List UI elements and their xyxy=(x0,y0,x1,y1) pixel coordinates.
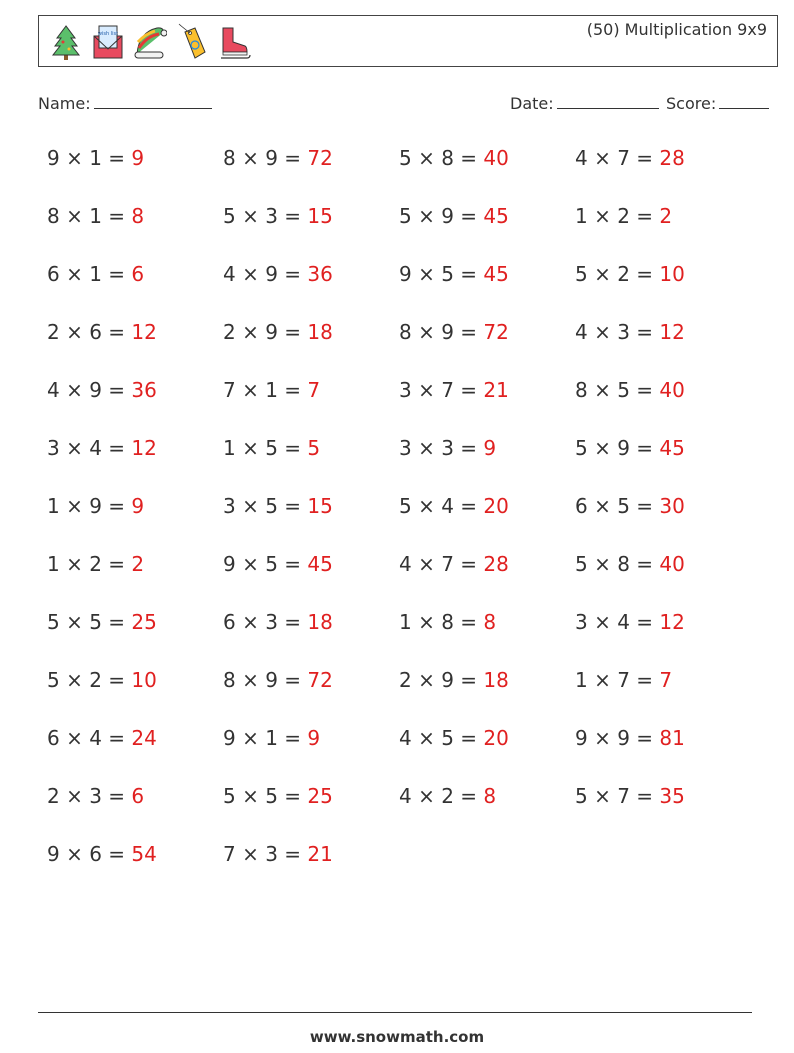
problem-question: 8 × 9 = xyxy=(399,320,484,344)
problem-answer: 12 xyxy=(131,320,157,344)
score-field xyxy=(666,94,769,113)
problem-answer: 6 xyxy=(131,262,145,286)
problem-item xyxy=(47,204,217,234)
problem-answer: 18 xyxy=(483,668,509,692)
wish-list-letter-icon xyxy=(91,22,125,62)
problem-question: 4 × 9 = xyxy=(47,378,132,402)
problem-answer: 72 xyxy=(307,146,333,170)
problem-answer: 45 xyxy=(307,552,333,576)
problem-answer: 10 xyxy=(659,262,685,286)
problem-question: 8 × 1 = xyxy=(47,204,132,228)
problem-item xyxy=(399,204,569,234)
problem-answer: 21 xyxy=(483,378,509,402)
problem-question: 4 × 9 = xyxy=(223,262,308,286)
problem-answer: 15 xyxy=(307,204,333,228)
problem-question: 8 × 9 = xyxy=(223,668,308,692)
problem-question: 8 × 9 = xyxy=(223,146,308,170)
problem-answer: 18 xyxy=(307,610,333,634)
gift-tag-icon xyxy=(175,22,209,62)
problem-question: 2 × 6 = xyxy=(47,320,132,344)
problem-answer: 7 xyxy=(659,668,673,692)
problem-item xyxy=(47,146,217,176)
problem-question: 4 × 5 = xyxy=(399,726,484,750)
problem-item xyxy=(399,146,569,176)
problem-item xyxy=(575,610,745,640)
problem-question: 9 × 1 = xyxy=(223,726,308,750)
problem-answer: 12 xyxy=(659,610,685,634)
problem-question: 9 × 5 = xyxy=(223,552,308,576)
problem-answer: 9 xyxy=(483,436,497,460)
problem-answer: 12 xyxy=(659,320,685,344)
problem-item xyxy=(399,610,569,640)
problem-item xyxy=(223,552,393,582)
problem-item xyxy=(399,726,569,756)
problem-question: 3 × 4 = xyxy=(575,610,660,634)
problem-question: 1 × 2 = xyxy=(575,204,660,228)
problem-answer: 25 xyxy=(131,610,157,634)
problem-item xyxy=(575,204,745,234)
problem-item xyxy=(223,204,393,234)
problem-question: 5 × 3 = xyxy=(223,204,308,228)
name-field xyxy=(38,94,212,113)
problem-question: 6 × 1 = xyxy=(47,262,132,286)
problem-question: 2 × 3 = xyxy=(47,784,132,808)
problem-answer: 36 xyxy=(307,262,333,286)
problem-item xyxy=(399,262,569,292)
problem-answer: 9 xyxy=(131,146,145,170)
problem-answer: 35 xyxy=(659,784,685,808)
problem-item xyxy=(399,494,569,524)
problem-item xyxy=(399,668,569,698)
problem-answer: 5 xyxy=(307,436,321,460)
problem-question: 6 × 5 = xyxy=(575,494,660,518)
problem-item xyxy=(223,320,393,350)
problem-question: 1 × 8 = xyxy=(399,610,484,634)
problem-question: 5 × 9 = xyxy=(575,436,660,460)
date-field xyxy=(510,94,659,113)
problem-answer: 45 xyxy=(659,436,685,460)
problem-question: 2 × 9 = xyxy=(399,668,484,692)
name-label: Name: xyxy=(38,94,91,113)
problem-item xyxy=(575,494,745,524)
problem-question: 4 × 3 = xyxy=(575,320,660,344)
problem-question: 5 × 8 = xyxy=(399,146,484,170)
problem-question: 6 × 3 = xyxy=(223,610,308,634)
problem-item xyxy=(47,784,217,814)
christmas-tree-icon xyxy=(49,22,83,62)
problem-answer: 8 xyxy=(131,204,145,228)
problem-question: 6 × 4 = xyxy=(47,726,132,750)
problem-answer: 81 xyxy=(659,726,685,750)
problem-item xyxy=(223,842,393,872)
problem-item xyxy=(223,436,393,466)
problem-question: 5 × 9 = xyxy=(399,204,484,228)
problem-answer: 8 xyxy=(483,610,497,634)
problem-answer: 30 xyxy=(659,494,685,518)
footer-url: www.snowmath.com xyxy=(309,1028,485,1046)
problem-answer: 8 xyxy=(483,784,497,808)
problem-answer: 40 xyxy=(659,552,685,576)
wish-list-text: wish list xyxy=(97,31,119,37)
problem-question: 5 × 2 = xyxy=(575,262,660,286)
score-label: Score: xyxy=(666,94,717,113)
problem-answer: 72 xyxy=(483,320,509,344)
problem-question: 3 × 3 = xyxy=(399,436,484,460)
problem-item xyxy=(223,494,393,524)
problem-question: 5 × 7 = xyxy=(575,784,660,808)
problem-answer: 25 xyxy=(307,784,333,808)
problem-item xyxy=(575,378,745,408)
score-blank[interactable] xyxy=(719,94,769,109)
problem-question: 2 × 9 = xyxy=(223,320,308,344)
problem-answer: 12 xyxy=(131,436,157,460)
problem-question: 3 × 7 = xyxy=(399,378,484,402)
problem-question: 9 × 1 = xyxy=(47,146,132,170)
problem-item xyxy=(399,378,569,408)
problem-answer: 40 xyxy=(483,146,509,170)
problem-answer: 6 xyxy=(131,784,145,808)
date-label: Date: xyxy=(510,94,554,113)
problem-item xyxy=(223,610,393,640)
problem-question: 1 × 5 = xyxy=(223,436,308,460)
problem-answer: 40 xyxy=(659,378,685,402)
date-blank[interactable] xyxy=(557,94,659,109)
problem-item xyxy=(223,262,393,292)
problem-item xyxy=(47,262,217,292)
problem-item xyxy=(575,552,745,582)
problem-answer: 45 xyxy=(483,262,509,286)
problem-question: 7 × 1 = xyxy=(223,378,308,402)
elf-hat-icon xyxy=(133,22,167,62)
problem-answer: 36 xyxy=(131,378,157,402)
problem-item xyxy=(223,784,393,814)
problem-item xyxy=(223,146,393,176)
problem-item xyxy=(47,842,217,872)
problem-answer: 2 xyxy=(131,552,145,576)
problem-answer: 54 xyxy=(131,842,157,866)
problem-question: 3 × 4 = xyxy=(47,436,132,460)
problem-answer: 9 xyxy=(131,494,145,518)
problem-question: 5 × 5 = xyxy=(47,610,132,634)
problem-item xyxy=(575,784,745,814)
icon-strip xyxy=(49,22,251,62)
problem-answer: 28 xyxy=(483,552,509,576)
problem-answer: 72 xyxy=(307,668,333,692)
worksheet-title: (50) Multiplication 9x9 xyxy=(586,20,767,39)
problem-answer: 15 xyxy=(307,494,333,518)
worksheet-header xyxy=(38,15,778,67)
problem-question: 4 × 7 = xyxy=(399,552,484,576)
problem-answer: 28 xyxy=(659,146,685,170)
problem-item xyxy=(47,320,217,350)
problem-answer: 7 xyxy=(307,378,321,402)
problem-item xyxy=(575,726,745,756)
problem-question: 3 × 5 = xyxy=(223,494,308,518)
problem-question: 4 × 7 = xyxy=(575,146,660,170)
problem-item xyxy=(399,436,569,466)
problem-answer: 2 xyxy=(659,204,673,228)
problem-item xyxy=(575,668,745,698)
problem-answer: 18 xyxy=(307,320,333,344)
problem-item xyxy=(223,668,393,698)
problem-answer: 9 xyxy=(307,726,321,750)
problem-answer: 10 xyxy=(131,668,157,692)
problem-item xyxy=(223,726,393,756)
problem-item xyxy=(399,784,569,814)
problem-answer: 20 xyxy=(483,494,509,518)
problem-question: 4 × 2 = xyxy=(399,784,484,808)
problem-question: 1 × 9 = xyxy=(47,494,132,518)
problem-question: 5 × 8 = xyxy=(575,552,660,576)
problem-question: 8 × 5 = xyxy=(575,378,660,402)
problem-answer: 45 xyxy=(483,204,509,228)
name-blank[interactable] xyxy=(94,94,212,109)
problem-item xyxy=(575,436,745,466)
problem-question: 9 × 9 = xyxy=(575,726,660,750)
problem-question: 5 × 4 = xyxy=(399,494,484,518)
problem-item xyxy=(399,552,569,582)
problem-item xyxy=(47,610,217,640)
problem-item xyxy=(47,726,217,756)
problem-question: 1 × 2 = xyxy=(47,552,132,576)
problem-answer: 24 xyxy=(131,726,157,750)
problem-item xyxy=(47,668,217,698)
problem-item xyxy=(575,320,745,350)
problem-item xyxy=(47,552,217,582)
problem-question: 9 × 6 = xyxy=(47,842,132,866)
problem-answer: 20 xyxy=(483,726,509,750)
problem-item xyxy=(223,378,393,408)
ice-skate-icon xyxy=(217,22,251,62)
problem-item xyxy=(47,494,217,524)
problem-question: 5 × 5 = xyxy=(223,784,308,808)
footer-divider xyxy=(38,1012,752,1013)
problem-item xyxy=(47,378,217,408)
problem-item xyxy=(575,146,745,176)
problem-question: 7 × 3 = xyxy=(223,842,308,866)
problem-item xyxy=(399,320,569,350)
problem-answer: 21 xyxy=(307,842,333,866)
problem-question: 1 × 7 = xyxy=(575,668,660,692)
problem-question: 5 × 2 = xyxy=(47,668,132,692)
problem-item xyxy=(575,262,745,292)
problem-question: 9 × 5 = xyxy=(399,262,484,286)
problem-item xyxy=(47,436,217,466)
